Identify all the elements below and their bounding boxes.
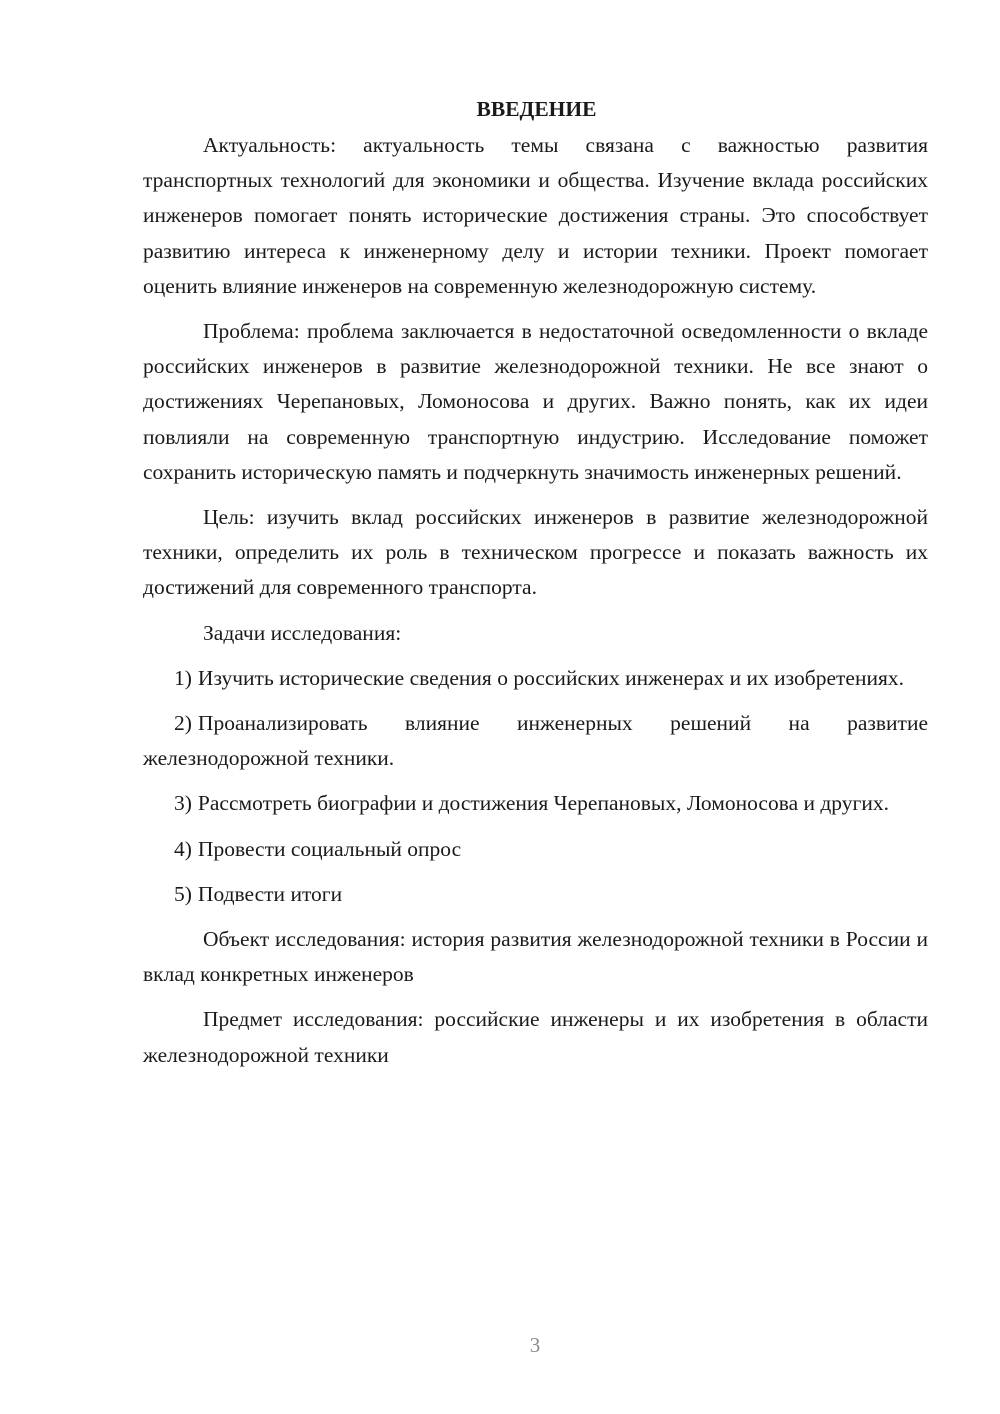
task-item-1 — [143, 661, 928, 696]
task-text: Провести социальный опрос — [197, 836, 462, 861]
task-item-3 — [143, 786, 928, 821]
task-number: 4) — [174, 836, 192, 861]
paragraph-subject: Предмет исследования: российские инженеры и их изобретения в области железнодорожной техники — [143, 1007, 928, 1067]
task-text: Изучить исторические сведения о российских инженерах и их изобретениях. — [197, 665, 904, 690]
paragraph-goal: Цель: изучить вклад российских инженеров в развитие железнодорожной техники, определить их роль в техническом прогрессе и показать важность их достижений для современного транспорта. — [143, 505, 928, 600]
task-number: 1) — [174, 665, 192, 690]
paragraph-object: Объект исследования: история развития железнодорожной техники в России и вклад конкретных инженеров — [143, 927, 928, 987]
section-heading: ВВЕДЕНИЕ — [476, 97, 597, 121]
task-number: 3) — [174, 791, 192, 816]
page-content — [143, 92, 928, 1083]
task-text: Рассмотреть биографии и достижения Черепановых, Ломоносова и других. — [197, 791, 889, 816]
page-number: 3 — [529, 1333, 541, 1357]
task-item-2 — [143, 706, 928, 776]
tasks-title: Задачи исследования: — [203, 620, 402, 645]
task-item-4 — [143, 832, 928, 867]
paragraph-problem: Проблема: проблема заключается в недостаточной осведомленности о вкладе российских инженеров в развитие железнодорожной техники. Не все знают о достижениях Черепановых, Ломоносова и других. Важно понять, как их идеи повлияли на современную транспортную индустрию. Исследование поможет сохранить историческую память и подчеркнуть значимость инженерных решений. — [143, 319, 928, 484]
task-item-5 — [143, 877, 928, 912]
task-text: Подвести итоги — [197, 881, 343, 906]
task-number: 2) — [174, 711, 192, 736]
task-text: Проанализировать влияние инженерных решений на развитие железнодорожной техники. — [143, 711, 928, 771]
task-number: 5) — [174, 881, 192, 906]
paragraph-relevance: Актуальность: актуальность темы связана с важностью развития транспортных технологий для экономики и общества. Изучение вклада российских инженеров помогает понять исторические достижения страны. Это способствует развитию интереса к инженерному делу и истории техники. Проект помогает оценить влияние инженеров на современную железнодорожную систему. — [143, 133, 928, 298]
